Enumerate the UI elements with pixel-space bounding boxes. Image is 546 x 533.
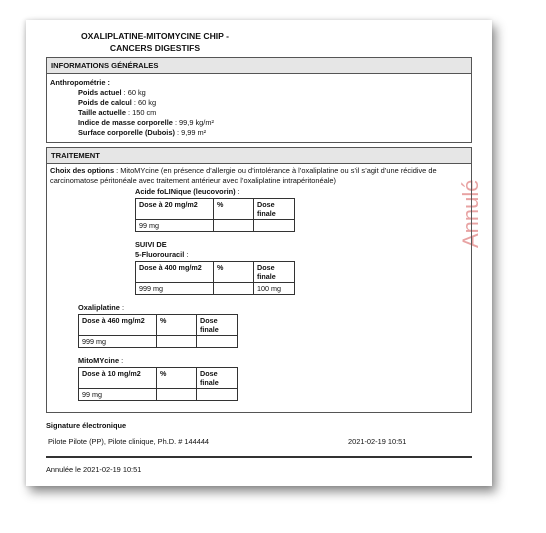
drug-5fu-suivi: SUIVI DE: [135, 240, 167, 249]
pct-value: [157, 389, 197, 401]
signer-name: Pilote Pilote (PP), Pilote clinique, Ph.D. # 144444: [48, 437, 210, 446]
dose-table-leucovorin: [135, 198, 295, 232]
footer-divider: [46, 456, 472, 458]
final-value: [254, 220, 295, 232]
field-height: Taille actuelle : 150 cm: [78, 108, 157, 117]
field-bsa: Surface corporelle (Dubois) : 9,99 m²: [78, 128, 207, 137]
final-value: [197, 336, 238, 348]
field-bmi: Indice de masse corporelle : 99,9 kg/m²: [78, 118, 214, 127]
final-value: [197, 389, 238, 401]
field-calc-weight: Poids de calcul : 60 kg: [78, 98, 157, 107]
document-title: OXALIPLATINE-MITOMYCINE CHIP - CANCERS DIGESTIFS: [80, 31, 229, 53]
final-header: Dose finale: [197, 315, 238, 336]
drug-leucovorin-label: Acide foLINique (leucovorin) :: [135, 187, 240, 196]
cancelled-note: Annulée le 2021-02-19 10:51: [46, 465, 142, 474]
dose-table-mitomycin: [78, 367, 238, 401]
dose-table-oxaliplatin: [78, 314, 238, 348]
drug-mitomycin-label: MitoMYcine :: [78, 356, 124, 365]
dose-value: 999 mg: [136, 283, 214, 295]
treatment-header: TRAITEMENT: [47, 148, 471, 164]
dose-header: Dose à 400 mg/m2: [136, 262, 214, 283]
dose-header: Dose à 20 mg/m2: [136, 199, 214, 220]
dose-header: Dose à 10 mg/m2: [79, 368, 157, 389]
pct-header: %: [214, 262, 254, 283]
pct-header: %: [214, 199, 254, 220]
final-header: Dose finale: [254, 199, 295, 220]
field-current-weight: Poids actuel : 60 kg: [78, 88, 146, 97]
dose-table-5fu: [135, 261, 295, 295]
drug-oxaliplatin-label: Oxaliplatine :: [78, 303, 125, 312]
final-value: 100 mg: [254, 283, 295, 295]
dose-value: 99 mg: [136, 220, 214, 232]
anthropometry-label: Anthropométrie :: [50, 78, 110, 87]
drug-5fu-label: 5-Fluorouracil :: [135, 250, 189, 259]
signature-timestamp: 2021-02-19 10:51: [348, 437, 407, 446]
pct-value: [214, 220, 254, 232]
watermark-text: Annulé: [458, 179, 483, 248]
options-line-1: Choix des options : MitoMYcine (en présence d’allergie ou d’intolérance à l’oxaliplatine ou s’il s’agit d’une récidive de: [50, 166, 437, 175]
final-header: Dose finale: [197, 368, 238, 389]
dose-value: 999 mg: [79, 336, 157, 348]
pct-header: %: [157, 315, 197, 336]
pct-value: [157, 336, 197, 348]
final-header: Dose finale: [254, 262, 295, 283]
dose-value: 99 mg: [79, 389, 157, 401]
pct-value: [214, 283, 254, 295]
signature-label: Signature électronique: [46, 421, 127, 430]
pct-header: %: [157, 368, 197, 389]
options-line-2: carcinomatose péritonéale avec traitement antérieur avec l’oxaliplatine intrapéritonéale): [50, 176, 336, 185]
dose-header: Dose à 460 mg/m2: [79, 315, 157, 336]
general-info-header: INFORMATIONS GÉNÉRALES: [47, 58, 471, 74]
